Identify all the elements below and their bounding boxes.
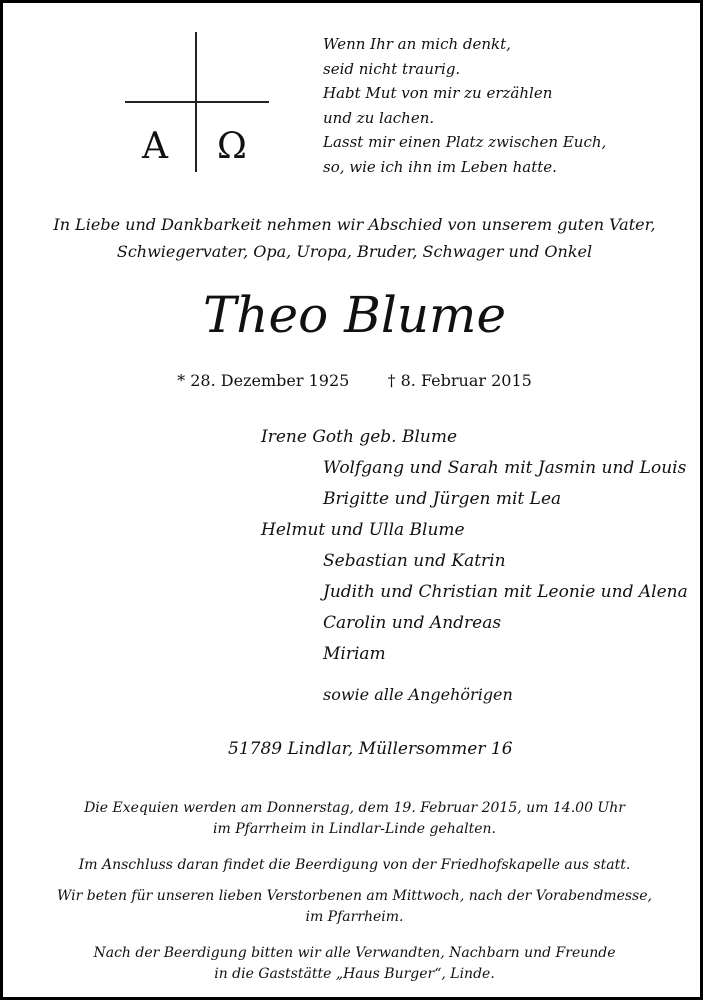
poem-line: Lasst mir einen Platz zwischen Euch, bbox=[323, 133, 607, 152]
poem-line: Habt Mut von mir zu erzählen bbox=[323, 84, 553, 103]
family-member: Wolfgang und Sarah mit Jasmin und Louis bbox=[323, 458, 687, 478]
family-member: Irene Goth geb. Blume bbox=[261, 427, 458, 447]
birth-date: * 28. Dezember 1925 bbox=[177, 371, 350, 390]
notice-line: im Pfarrheim in Lindlar-Linde gehalten. bbox=[213, 821, 496, 837]
poem-line: Wenn Ihr an mich denkt, bbox=[323, 35, 511, 53]
family-member: Sebastian und Katrin bbox=[323, 551, 506, 571]
poem-line: so, wie ich ihn im Leben hatte. bbox=[323, 157, 557, 176]
reception-notice bbox=[3, 943, 703, 985]
intro-line: In Liebe und Dankbarkeit nehmen wir Abschied von unserem guten Vater, bbox=[53, 215, 656, 234]
death-date: † 8. Februar 2015 bbox=[387, 371, 532, 390]
cross-bar bbox=[125, 101, 269, 103]
notice-line: Im Anschluss daran findet die Beerdigung von der Friedhofskapelle aus statt. bbox=[78, 857, 631, 873]
poem-line: und zu lachen. bbox=[323, 108, 435, 127]
farewell-intro bbox=[3, 211, 703, 265]
notice-line: in die Gaststätte „Haus Burger“, Linde. bbox=[214, 966, 495, 982]
life-dates bbox=[3, 369, 703, 393]
funeral-mass-notice bbox=[3, 798, 703, 840]
alpha-omega-cross-symbol bbox=[125, 29, 269, 177]
alpha-letter: A bbox=[142, 126, 168, 167]
family-member: Miriam bbox=[323, 644, 386, 664]
family-member: Judith und Christian mit Leonie und Alena bbox=[323, 582, 688, 602]
deceased-name: Theo Blume bbox=[202, 286, 507, 344]
family-member: Helmut und Ulla Blume bbox=[261, 520, 465, 540]
relatives-note: sowie alle Angehörigen bbox=[323, 685, 513, 704]
notice-line: Die Exequien werden am Donnerstag, dem 19. Februar 2015, um 14.00 Uhr bbox=[84, 800, 625, 816]
family-member: Brigitte und Jürgen mit Lea bbox=[323, 489, 562, 509]
poem-line: seid nicht traurig. bbox=[323, 59, 461, 78]
family-member: Carolin und Andreas bbox=[323, 613, 502, 633]
omega-letter: Ω bbox=[217, 126, 247, 167]
burial-notice bbox=[3, 855, 703, 876]
notice-line: im Pfarrheim. bbox=[305, 909, 404, 925]
address: 51789 Lindlar, Müllersommer 16 bbox=[228, 739, 513, 759]
intro-line: Schwiegervater, Opa, Uropa, Bruder, Schwager und Onkel bbox=[116, 242, 593, 261]
prayer-notice bbox=[3, 886, 703, 928]
notice-line: Wir beten für unseren lieben Verstorbenen am Mittwoch, nach der Vorabendmesse, bbox=[57, 888, 652, 904]
poem bbox=[323, 32, 606, 180]
notice-line: Nach der Beerdigung bitten wir alle Verwandten, Nachbarn und Freunde bbox=[93, 945, 616, 961]
